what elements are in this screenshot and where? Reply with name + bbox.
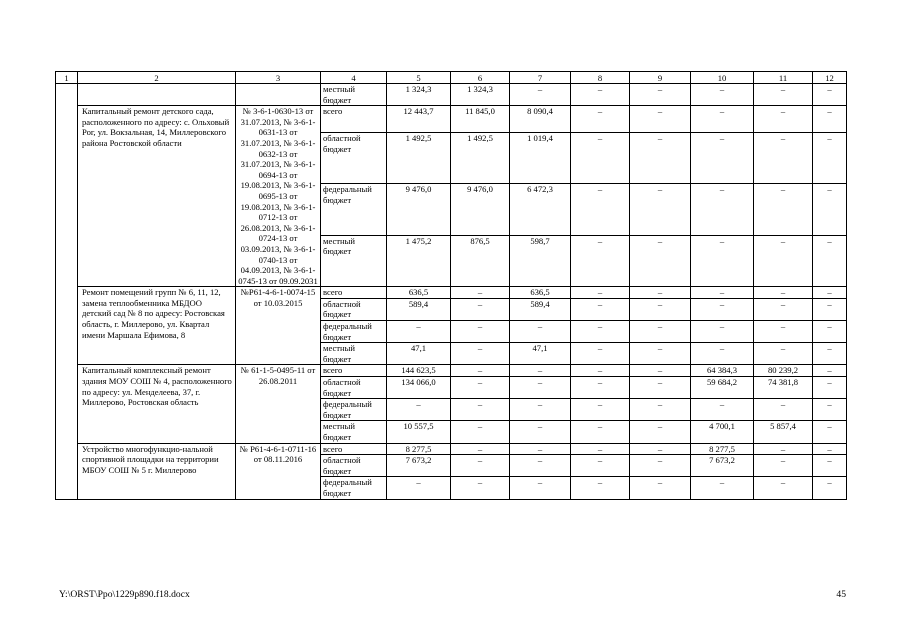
amount-cell: –: [813, 84, 847, 106]
amount-cell: 589,4: [387, 298, 451, 320]
amount-cell: –: [451, 343, 510, 365]
amount-cell: –: [630, 133, 691, 184]
object-name: Капитальный комплексный ремонт здания МОУ СОШ № 4, расположенного по адресу: ул. Менделеева, 37, г. Миллерово, Ростовская область: [78, 365, 236, 443]
amount-cell: 636,5: [510, 287, 571, 299]
funding-source: областной бюджет: [321, 133, 387, 184]
table-row: [56, 443, 847, 455]
table-header-row: [56, 72, 847, 84]
amount-cell: –: [571, 421, 630, 443]
amount-cell: –: [510, 455, 571, 477]
amount-cell: –: [754, 133, 813, 184]
funding-source: федеральный бюджет: [321, 477, 387, 499]
amount-cell: –: [630, 455, 691, 477]
amount-cell: –: [451, 443, 510, 455]
funding-source: всего: [321, 443, 387, 455]
table-row: [56, 106, 847, 133]
column-number-11: 11: [754, 72, 813, 84]
amount-cell: 7 673,2: [691, 455, 754, 477]
amount-cell: –: [571, 298, 630, 320]
amount-cell: –: [813, 106, 847, 133]
amount-cell: 1 324,3: [451, 84, 510, 106]
amount-cell: –: [754, 106, 813, 133]
file-path: Y:\ORST\Ppo\1229p890.f18.docx: [59, 589, 190, 600]
amount-cell: –: [630, 321, 691, 343]
document-numbers: № 61-1-5-0495-11 от 26.08.2011: [236, 365, 321, 443]
amount-cell: –: [754, 84, 813, 106]
funding-source: местный бюджет: [321, 421, 387, 443]
amount-cell: –: [571, 343, 630, 365]
amount-cell: 11 845,0: [451, 106, 510, 133]
amount-cell: –: [451, 455, 510, 477]
budget-table: [55, 71, 847, 500]
amount-cell: 8 277,5: [691, 443, 754, 455]
amount-cell: –: [510, 321, 571, 343]
amount-cell: –: [813, 343, 847, 365]
funding-source: федеральный бюджет: [321, 321, 387, 343]
amount-cell: 589,4: [510, 298, 571, 320]
column-number-5: 5: [387, 72, 451, 84]
column-number-2: 2: [78, 72, 236, 84]
table-body: [56, 72, 847, 500]
amount-cell: –: [387, 477, 451, 499]
amount-cell: –: [571, 133, 630, 184]
column-number-4: 4: [321, 72, 387, 84]
amount-cell: –: [630, 84, 691, 106]
amount-cell: –: [691, 287, 754, 299]
amount-cell: –: [754, 443, 813, 455]
amount-cell: 47,1: [510, 343, 571, 365]
amount-cell: –: [691, 298, 754, 320]
amount-cell: 8 090,4: [510, 106, 571, 133]
amount-cell: –: [451, 377, 510, 399]
amount-cell: –: [630, 399, 691, 421]
amount-cell: –: [754, 321, 813, 343]
amount-cell: 64 384,3: [691, 365, 754, 377]
table-row: [56, 287, 847, 299]
amount-cell: 59 684,2: [691, 377, 754, 399]
column-number-1: 1: [56, 72, 78, 84]
amount-cell: –: [813, 421, 847, 443]
amount-cell: –: [571, 399, 630, 421]
amount-cell: 636,5: [387, 287, 451, 299]
amount-cell: 74 381,8: [754, 377, 813, 399]
amount-cell: –: [571, 235, 630, 286]
column-number-10: 10: [691, 72, 754, 84]
amount-cell: –: [754, 343, 813, 365]
amount-cell: 1 492,5: [387, 133, 451, 184]
amount-cell: –: [754, 477, 813, 499]
amount-cell: –: [630, 477, 691, 499]
amount-cell: –: [813, 377, 847, 399]
amount-cell: –: [571, 84, 630, 106]
amount-cell: –: [691, 399, 754, 421]
amount-cell: –: [813, 455, 847, 477]
object-name: Устройство многофункцио-нальной спортивной площадки на территории МБОУ СОШ № 5 г. Миллерово: [78, 443, 236, 499]
amount-cell: –: [387, 399, 451, 421]
amount-cell: –: [813, 235, 847, 286]
column-number-9: 9: [630, 72, 691, 84]
amount-cell: 7 673,2: [387, 455, 451, 477]
amount-cell: –: [813, 365, 847, 377]
amount-cell: –: [813, 287, 847, 299]
amount-cell: 598,7: [510, 235, 571, 286]
amount-cell: –: [571, 377, 630, 399]
amount-cell: –: [571, 321, 630, 343]
amount-cell: 1 475,2: [387, 235, 451, 286]
object-name: Капитальный ремонт детского сада, расположенного по адресу: с. Ольховый Рог, ул. Вокзальная, 14, Миллеровского района Ростовской области: [78, 106, 236, 287]
amount-cell: –: [510, 377, 571, 399]
amount-cell: 1 019,4: [510, 133, 571, 184]
amount-cell: –: [630, 106, 691, 133]
object-cell-empty: [78, 84, 236, 106]
amount-cell: –: [630, 377, 691, 399]
amount-cell: 6 472,3: [510, 184, 571, 235]
amount-cell: –: [813, 133, 847, 184]
amount-cell: –: [510, 477, 571, 499]
object-name: Ремонт помещений групп № 6, 11, 12, замена теплообменника МБДОО детский сад № 8 по адресу: Ростовская область, г. Миллерово, ул. Квартал имени Маршала Ефимова, 8: [78, 287, 236, 365]
amount-cell: 1 324,3: [387, 84, 451, 106]
page-number: 45: [836, 589, 846, 600]
amount-cell: –: [451, 287, 510, 299]
amount-cell: –: [630, 421, 691, 443]
column-number-12: 12: [813, 72, 847, 84]
amount-cell: –: [813, 443, 847, 455]
amount-cell: –: [813, 477, 847, 499]
amount-cell: –: [691, 477, 754, 499]
table-row: [56, 84, 847, 106]
amount-cell: –: [510, 421, 571, 443]
funding-source: областной бюджет: [321, 298, 387, 320]
amount-cell: –: [813, 298, 847, 320]
amount-cell: –: [754, 235, 813, 286]
amount-cell: –: [510, 365, 571, 377]
amount-cell: –: [691, 84, 754, 106]
amount-cell: –: [451, 421, 510, 443]
funding-source: всего: [321, 365, 387, 377]
funding-source: всего: [321, 287, 387, 299]
funding-source: всего: [321, 106, 387, 133]
amount-cell: –: [571, 365, 630, 377]
document-cell-empty: [236, 84, 321, 106]
funding-source: местный бюджет: [321, 343, 387, 365]
amount-cell: 8 277,5: [387, 443, 451, 455]
amount-cell: –: [691, 106, 754, 133]
funding-source: местный бюджет: [321, 84, 387, 106]
amount-cell: 144 623,5: [387, 365, 451, 377]
amount-cell: –: [571, 106, 630, 133]
amount-cell: 9 476,0: [387, 184, 451, 235]
amount-cell: –: [754, 184, 813, 235]
amount-cell: –: [630, 343, 691, 365]
amount-cell: –: [571, 477, 630, 499]
document-numbers: № Р61-4-6-1-0711-16 от 08.11.2016: [236, 443, 321, 499]
amount-cell: –: [451, 477, 510, 499]
amount-cell: –: [754, 399, 813, 421]
amount-cell: –: [754, 298, 813, 320]
amount-cell: –: [571, 287, 630, 299]
funding-source: федеральный бюджет: [321, 399, 387, 421]
amount-cell: –: [630, 298, 691, 320]
amount-cell: –: [630, 365, 691, 377]
amount-cell: –: [510, 84, 571, 106]
amount-cell: 1 492,5: [451, 133, 510, 184]
amount-cell: 10 557,5: [387, 421, 451, 443]
amount-cell: –: [813, 184, 847, 235]
amount-cell: –: [691, 133, 754, 184]
amount-cell: –: [630, 443, 691, 455]
amount-cell: 80 239,2: [754, 365, 813, 377]
amount-cell: 4 700,1: [691, 421, 754, 443]
amount-cell: 9 476,0: [451, 184, 510, 235]
amount-cell: –: [630, 235, 691, 286]
amount-cell: –: [630, 184, 691, 235]
column-number-7: 7: [510, 72, 571, 84]
table-row: [56, 365, 847, 377]
amount-cell: 5 857,4: [754, 421, 813, 443]
column-number-8: 8: [571, 72, 630, 84]
amount-cell: –: [510, 443, 571, 455]
amount-cell: –: [571, 455, 630, 477]
amount-cell: –: [451, 321, 510, 343]
amount-cell: –: [754, 455, 813, 477]
amount-cell: 876,5: [451, 235, 510, 286]
amount-cell: –: [451, 399, 510, 421]
amount-cell: 47,1: [387, 343, 451, 365]
funding-source: федеральный бюджет: [321, 184, 387, 235]
funding-source: областной бюджет: [321, 455, 387, 477]
amount-cell: 12 443,7: [387, 106, 451, 133]
funding-source: местный бюджет: [321, 235, 387, 286]
amount-cell: –: [754, 287, 813, 299]
amount-cell: –: [691, 343, 754, 365]
amount-cell: –: [630, 287, 691, 299]
amount-cell: –: [691, 235, 754, 286]
amount-cell: –: [387, 321, 451, 343]
row-number-cell: [56, 84, 78, 500]
amount-cell: –: [510, 399, 571, 421]
funding-source: областной бюджет: [321, 377, 387, 399]
column-number-3: 3: [236, 72, 321, 84]
amount-cell: –: [571, 443, 630, 455]
amount-cell: –: [691, 184, 754, 235]
amount-cell: –: [813, 399, 847, 421]
column-number-6: 6: [451, 72, 510, 84]
amount-cell: –: [813, 321, 847, 343]
document-numbers: №Р61-4-6-1-0074-15 от 10.03.2015: [236, 287, 321, 365]
amount-cell: –: [451, 298, 510, 320]
document-numbers: № 3-6-1-0630-13 от 31.07.2013, № 3-6-1-0631-13 от 31.07.2013, № 3-6-1-0632-13 от 31.07.2013, № 3-6-1-0694-13 от 19.08.2013, № 3-6-1-0695-13 от 19.08.2013, № 3-6-1-0712-13 от 26.08.2013, № 3-6-1-0724-13 от 03.09.2013, № 3-6-1-0740-13 от 04.09.2013, № 3-6-1-0745-13 от 09.09.2031: [236, 106, 321, 287]
amount-cell: 134 066,0: [387, 377, 451, 399]
amount-cell: –: [691, 321, 754, 343]
amount-cell: –: [571, 184, 630, 235]
amount-cell: –: [451, 365, 510, 377]
